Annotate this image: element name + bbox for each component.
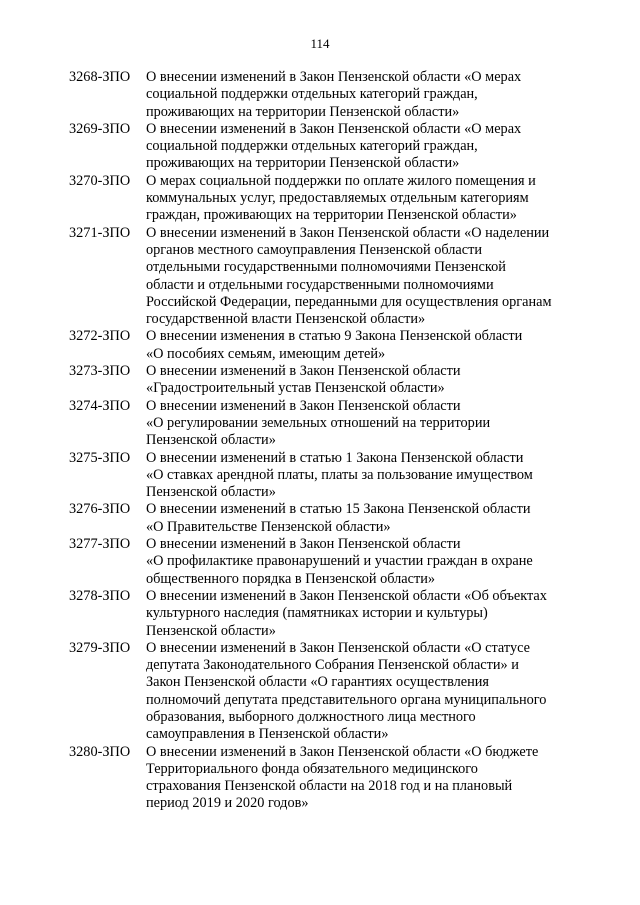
law-title <box>146 121 581 173</box>
law-title <box>146 225 581 329</box>
law-entry <box>69 173 581 225</box>
law-entry <box>69 744 581 813</box>
law-title-line: «О пособиях семьям, имеющим детей» <box>146 345 386 362</box>
law-title-line: О внесении изменений в Закон Пензенской области <box>146 363 461 380</box>
law-title-line: коммунальных услуг, предоставляемых отдельным категориям <box>146 190 529 207</box>
law-title-line: самоуправления в Пензенской области» <box>146 726 389 743</box>
law-title-line: «О Правительстве Пензенской области» <box>146 518 391 535</box>
law-title-line: О внесении изменений в Закон Пензенской области «О статусе <box>146 639 530 656</box>
law-title-line: образования, выборного должностного лица местного <box>146 708 476 725</box>
law-entry <box>69 501 581 536</box>
law-title-line: проживающих на территории Пензенской области» <box>146 155 460 172</box>
law-entry <box>69 363 581 398</box>
law-number: 3268-ЗПО <box>69 69 131 85</box>
law-title-line: О внесении изменений в Закон Пензенской области «Об объектах <box>146 587 547 604</box>
law-title <box>146 398 581 450</box>
law-title-line: полномочий депутата представительного органа муниципального <box>146 691 547 708</box>
law-number: 3280-ЗПО <box>69 743 131 760</box>
law-title-line: О внесении изменений в Закон Пензенской области «О наделении <box>146 224 550 241</box>
law-title <box>146 640 581 744</box>
law-title-line: О внесении изменений в Закон Пензенской области <box>146 397 461 414</box>
law-title-line: государственной власти Пензенской области» <box>146 311 426 328</box>
law-title-line: О внесении изменения в статью 9 Закона Пензенской области <box>146 328 523 345</box>
law-number: 3269-ЗПО <box>69 120 131 137</box>
law-title <box>146 450 581 502</box>
law-title-line: О внесении изменений в Закон Пензенской области «О мерах <box>146 120 522 137</box>
law-title-line: Пензенской области» <box>146 484 276 501</box>
law-entry <box>69 328 581 363</box>
law-title-line: Закон Пензенской области «О гарантиях осуществления <box>146 674 490 691</box>
law-title-line: О внесении изменений в Закон Пензенской области <box>146 536 461 553</box>
law-title <box>146 536 581 588</box>
law-title <box>146 501 581 536</box>
law-title-line: граждан, проживающих на территории Пензенской области» <box>146 207 517 224</box>
law-title-line: культурного наследия (памятниках истории и культуры) <box>146 605 488 622</box>
law-title-line: области и отдельными государственными полномочиями <box>146 276 494 293</box>
law-title-line: Пензенской области» <box>146 622 276 639</box>
law-number: 3276-ЗПО <box>69 501 131 518</box>
law-title <box>146 328 581 363</box>
law-title-line: «О ставках арендной платы, платы за пользование имуществом <box>146 466 533 483</box>
law-number: 3274-ЗПО <box>69 397 131 414</box>
law-title-line: проживающих на территории Пензенской области» <box>146 103 460 120</box>
law-title-line: органов местного самоуправления Пензенской области <box>146 241 483 258</box>
law-number: 3273-ЗПО <box>69 363 131 380</box>
law-number: 3272-ЗПО <box>69 328 131 345</box>
law-number: 3275-ЗПО <box>69 449 131 466</box>
law-number: 3277-ЗПО <box>69 536 131 553</box>
law-number: 3270-ЗПО <box>69 172 131 189</box>
law-title-line: «О регулировании земельных отношений на территории <box>146 414 491 431</box>
law-title-line: социальной поддержки отдельных категорий граждан, <box>146 86 478 103</box>
law-number: 3279-ЗПО <box>69 639 131 656</box>
page-number: 114 <box>310 36 330 51</box>
law-title-line: период 2019 и 2020 годов» <box>146 795 309 812</box>
law-number: 3278-ЗПО <box>69 587 131 604</box>
law-entry <box>69 121 581 173</box>
law-title <box>146 363 581 398</box>
law-title-line: О внесении изменений в Закон Пензенской области «О бюджете <box>146 743 539 760</box>
law-list <box>69 69 581 813</box>
law-title-line: Территориального фонда обязательного медицинского <box>146 760 478 777</box>
law-entry <box>69 640 581 744</box>
law-title-line: социальной поддержки отдельных категорий граждан, <box>146 138 478 155</box>
law-entry <box>69 69 581 121</box>
law-number: 3271-ЗПО <box>69 224 131 241</box>
law-title-line: О внесении изменений в Закон Пензенской области «О мерах <box>146 69 522 85</box>
law-entry <box>69 225 581 329</box>
law-title <box>146 744 581 813</box>
law-title-line: О мерах социальной поддержки по оплате жилого помещения и <box>146 172 536 189</box>
law-title-line: общественного порядка в Пензенской области» <box>146 570 436 587</box>
law-title-line: Российской Федерации, переданными для осуществления органам <box>146 293 552 310</box>
law-title <box>146 69 581 121</box>
law-entry <box>69 536 581 588</box>
law-title-line: О внесении изменений в статью 15 Закона Пензенской области <box>146 501 531 518</box>
law-title-line: Пензенской области» <box>146 432 276 449</box>
law-entry <box>69 398 581 450</box>
law-title-line: «Градостроительный устав Пензенской области» <box>146 380 445 397</box>
law-entry <box>69 450 581 502</box>
law-title-line: «О профилактике правонарушений и участии граждан в охране <box>146 553 533 570</box>
law-title <box>146 588 581 640</box>
law-entry <box>69 588 581 640</box>
law-title <box>146 173 581 225</box>
law-title-line: депутата Законодательного Собрания Пензенской области» и <box>146 657 519 674</box>
law-title-line: страхования Пензенской области на 2018 год и на плановый <box>146 778 513 795</box>
law-title-line: О внесении изменений в статью 1 Закона Пензенской области <box>146 449 524 466</box>
law-title-line: отдельными государственными полномочиями Пензенской <box>146 259 506 276</box>
